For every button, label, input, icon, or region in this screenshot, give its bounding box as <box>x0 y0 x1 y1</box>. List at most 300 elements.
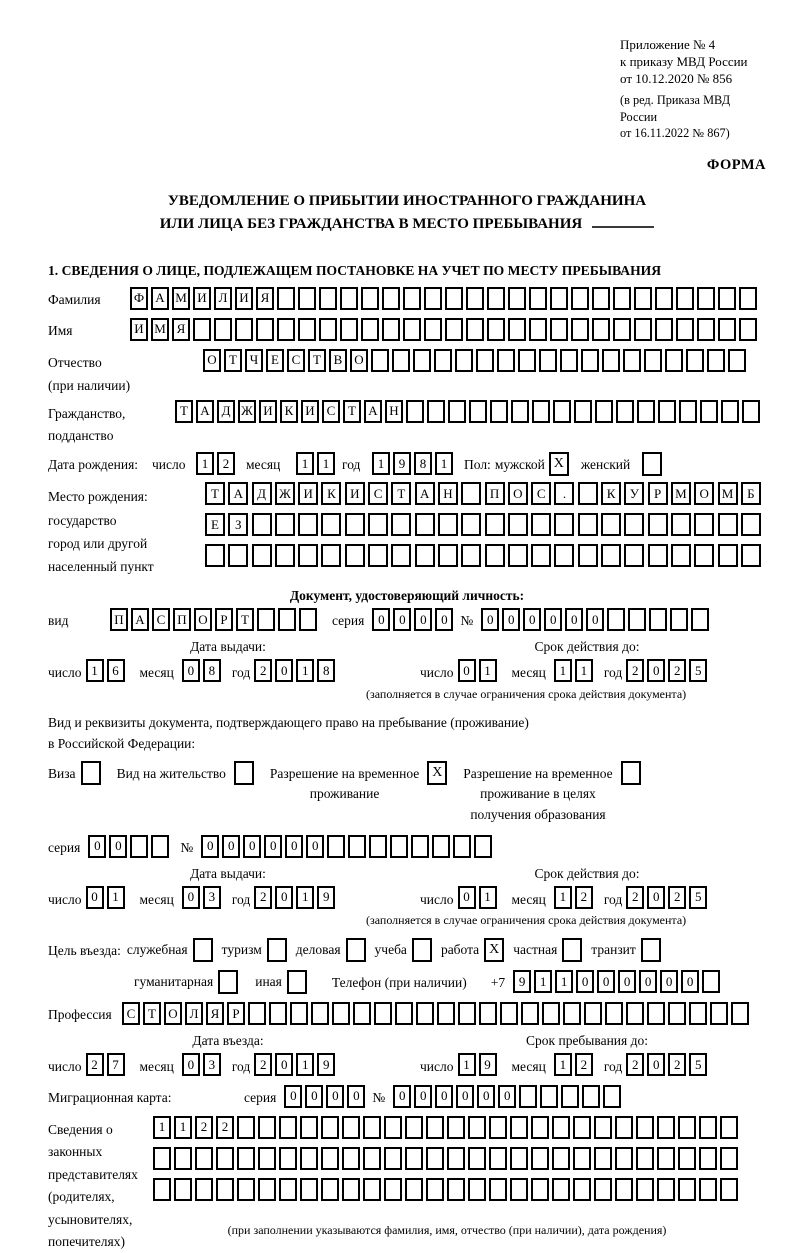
profession-cell[interactable]: Р <box>227 1002 245 1025</box>
patronymic-cell[interactable]: О <box>203 349 221 372</box>
profession-cell[interactable] <box>605 1002 623 1025</box>
representatives-line3-cell[interactable] <box>426 1178 444 1201</box>
citizenship-cell[interactable] <box>742 400 760 423</box>
surname-cell[interactable] <box>298 287 316 310</box>
identity-valid-year-cell[interactable]: 5 <box>689 659 707 682</box>
surname-cell[interactable]: А <box>151 287 169 310</box>
stay-day-cell[interactable]: 9 <box>479 1053 497 1076</box>
representatives-line1-cell[interactable] <box>342 1116 360 1139</box>
doc-number-cell[interactable] <box>628 608 646 631</box>
sex-female-checkbox[interactable] <box>642 452 662 476</box>
identity-issue-month-cell[interactable]: 8 <box>203 659 221 682</box>
patronymic-cell[interactable]: Е <box>266 349 284 372</box>
patronymic-cell[interactable]: О <box>350 349 368 372</box>
residence-number-cell[interactable]: 0 <box>222 835 240 858</box>
birth-place-line2-cell[interactable] <box>298 513 318 536</box>
representatives-line3-cell[interactable] <box>363 1178 381 1201</box>
purpose-humanitarian-checkbox[interactable] <box>218 970 238 994</box>
patronymic-cell[interactable] <box>665 349 683 372</box>
profession-cell[interactable] <box>500 1002 518 1025</box>
representatives-line1-cell[interactable] <box>594 1116 612 1139</box>
surname-cell[interactable]: М <box>172 287 190 310</box>
representatives-line3-cell[interactable] <box>573 1178 591 1201</box>
migration-number-cell[interactable]: 0 <box>498 1085 516 1108</box>
birth-place-line3-cell[interactable] <box>321 544 341 567</box>
stay-day-cell[interactable]: 1 <box>458 1053 476 1076</box>
representatives-line1-cell[interactable] <box>510 1116 528 1139</box>
patronymic-cell[interactable] <box>602 349 620 372</box>
profession-cell[interactable] <box>521 1002 539 1025</box>
citizenship-cell[interactable]: И <box>259 400 277 423</box>
doc-kind-cell[interactable] <box>257 608 275 631</box>
phone-cell[interactable] <box>702 970 720 993</box>
representatives-line3-cell[interactable] <box>531 1178 549 1201</box>
surname-cell[interactable] <box>613 287 631 310</box>
profession-cell[interactable]: Я <box>206 1002 224 1025</box>
representatives-line1-cell[interactable] <box>279 1116 297 1139</box>
given-name-cell[interactable] <box>550 318 568 341</box>
identity-valid-month-cell[interactable]: 1 <box>575 659 593 682</box>
representatives-line1-cell[interactable] <box>384 1116 402 1139</box>
phone-cell[interactable]: 0 <box>576 970 594 993</box>
representatives-line3-cell[interactable] <box>699 1178 717 1201</box>
entry-day-cell[interactable]: 7 <box>107 1053 125 1076</box>
representatives-line1-cell[interactable] <box>720 1116 738 1139</box>
birth-place-line3-cell[interactable] <box>438 544 458 567</box>
representatives-line3-cell[interactable] <box>153 1178 171 1201</box>
birth-place-line1-cell[interactable]: Н <box>438 482 458 505</box>
profession-cell[interactable] <box>479 1002 497 1025</box>
surname-cell[interactable]: Я <box>256 287 274 310</box>
surname-cell[interactable] <box>277 287 295 310</box>
migration-series-cell[interactable]: 0 <box>284 1085 302 1108</box>
surname-cell[interactable] <box>529 287 547 310</box>
birth-place-line1-cell[interactable]: М <box>718 482 738 505</box>
surname-cell[interactable] <box>424 287 442 310</box>
given-name-cell[interactable] <box>214 318 232 341</box>
representatives-line2-cell[interactable] <box>384 1147 402 1170</box>
purpose-tourism-checkbox[interactable] <box>267 938 287 962</box>
birth-place-line1-cell[interactable] <box>578 482 598 505</box>
representatives-line1-cell[interactable]: 1 <box>174 1116 192 1139</box>
profession-cell[interactable] <box>458 1002 476 1025</box>
migration-number-cell[interactable] <box>582 1085 600 1108</box>
residence-number-cell[interactable] <box>411 835 429 858</box>
migration-number-cell[interactable]: 0 <box>477 1085 495 1108</box>
birth-place-line2-cell[interactable] <box>252 513 272 536</box>
surname-cell[interactable] <box>340 287 358 310</box>
birth-place-line2-cell[interactable] <box>485 513 505 536</box>
birth-place-line2-cell[interactable] <box>648 513 668 536</box>
representatives-line3-cell[interactable] <box>405 1178 423 1201</box>
migration-series-cell[interactable]: 0 <box>347 1085 365 1108</box>
citizenship-cell[interactable]: Т <box>175 400 193 423</box>
patronymic-cell[interactable]: Т <box>308 349 326 372</box>
profession-cell[interactable] <box>584 1002 602 1025</box>
given-name-cell[interactable] <box>466 318 484 341</box>
representatives-line1-cell[interactable] <box>636 1116 654 1139</box>
profession-cell[interactable] <box>311 1002 329 1025</box>
representatives-line2-cell[interactable] <box>174 1147 192 1170</box>
doc-series-cell[interactable]: 0 <box>414 608 432 631</box>
birth-place-line2-cell[interactable] <box>321 513 341 536</box>
patronymic-cell[interactable] <box>413 349 431 372</box>
birth-place-line1-cell[interactable]: Б <box>741 482 761 505</box>
given-name-cell[interactable] <box>235 318 253 341</box>
citizenship-cell[interactable]: Т <box>343 400 361 423</box>
birth-place-line2-cell[interactable] <box>415 513 435 536</box>
birth-place-line3-cell[interactable] <box>531 544 551 567</box>
birth-place-line2-cell[interactable] <box>741 513 761 536</box>
representatives-line1-cell[interactable] <box>678 1116 696 1139</box>
given-name-cell[interactable] <box>697 318 715 341</box>
birth-place-line1-cell[interactable]: У <box>624 482 644 505</box>
phone-cell[interactable]: 1 <box>555 970 573 993</box>
profession-cell[interactable]: Т <box>143 1002 161 1025</box>
birth-place-line2-cell[interactable] <box>671 513 691 536</box>
residence-series-cell[interactable] <box>151 835 169 858</box>
birth-place-line3-cell[interactable] <box>298 544 318 567</box>
representatives-line1-cell[interactable]: 1 <box>153 1116 171 1139</box>
surname-cell[interactable] <box>550 287 568 310</box>
residence-valid-year-cell[interactable]: 2 <box>668 886 686 909</box>
identity-issue-year-cell[interactable]: 1 <box>296 659 314 682</box>
given-name-cell[interactable] <box>445 318 463 341</box>
doc-series-cell[interactable]: 0 <box>372 608 390 631</box>
birth-place-line2-cell[interactable] <box>391 513 411 536</box>
doc-series-cell[interactable]: 0 <box>435 608 453 631</box>
surname-cell[interactable] <box>508 287 526 310</box>
representatives-line2-cell[interactable] <box>363 1147 381 1170</box>
representatives-line3-cell[interactable] <box>384 1178 402 1201</box>
profession-cell[interactable] <box>248 1002 266 1025</box>
given-name-cell[interactable] <box>361 318 379 341</box>
citizenship-cell[interactable] <box>532 400 550 423</box>
representatives-line2-cell[interactable] <box>699 1147 717 1170</box>
residence-number-cell[interactable]: 0 <box>306 835 324 858</box>
citizenship-cell[interactable]: Ж <box>238 400 256 423</box>
representatives-line3-cell[interactable] <box>321 1178 339 1201</box>
migration-number-cell[interactable]: 0 <box>435 1085 453 1108</box>
purpose-business-checkbox[interactable] <box>346 938 366 962</box>
representatives-line1-cell[interactable] <box>552 1116 570 1139</box>
representatives-line2-cell[interactable] <box>531 1147 549 1170</box>
citizenship-cell[interactable] <box>637 400 655 423</box>
representatives-line3-cell[interactable] <box>195 1178 213 1201</box>
residence-series-cell[interactable]: 0 <box>109 835 127 858</box>
birth-place-line3-cell[interactable] <box>228 544 248 567</box>
citizenship-cell[interactable] <box>658 400 676 423</box>
phone-cell[interactable]: 0 <box>597 970 615 993</box>
representatives-line2-cell[interactable] <box>195 1147 213 1170</box>
phone-cell[interactable]: 1 <box>534 970 552 993</box>
representatives-line3-cell[interactable] <box>552 1178 570 1201</box>
citizenship-cell[interactable]: Д <box>217 400 235 423</box>
stay-month-cell[interactable]: 1 <box>554 1053 572 1076</box>
residence-number-cell[interactable]: 0 <box>264 835 282 858</box>
birth-place-line3-cell[interactable] <box>694 544 714 567</box>
surname-cell[interactable]: Л <box>214 287 232 310</box>
stay-year-cell[interactable]: 2 <box>668 1053 686 1076</box>
birth-year-cell[interactable]: 1 <box>372 452 390 475</box>
phone-cell[interactable]: 0 <box>618 970 636 993</box>
representatives-line1-cell[interactable] <box>699 1116 717 1139</box>
birth-place-line1-cell[interactable]: . <box>554 482 574 505</box>
phone-cell[interactable]: 0 <box>639 970 657 993</box>
birth-place-line3-cell[interactable] <box>368 544 388 567</box>
surname-cell[interactable] <box>487 287 505 310</box>
surname-cell[interactable] <box>319 287 337 310</box>
representatives-line2-cell[interactable] <box>552 1147 570 1170</box>
given-name-cell[interactable] <box>298 318 316 341</box>
citizenship-cell[interactable]: К <box>280 400 298 423</box>
patronymic-cell[interactable] <box>707 349 725 372</box>
birth-place-line2-cell[interactable] <box>508 513 528 536</box>
profession-cell[interactable] <box>710 1002 728 1025</box>
patronymic-cell[interactable] <box>497 349 515 372</box>
representatives-line3-cell[interactable] <box>300 1178 318 1201</box>
identity-valid-year-cell[interactable]: 2 <box>668 659 686 682</box>
residence-number-cell[interactable] <box>327 835 345 858</box>
sex-male-checkbox[interactable]: X <box>549 452 569 476</box>
phone-cell[interactable]: 9 <box>513 970 531 993</box>
residence-valid-month-cell[interactable]: 1 <box>554 886 572 909</box>
identity-issue-year-cell[interactable]: 2 <box>254 659 272 682</box>
citizenship-cell[interactable] <box>679 400 697 423</box>
surname-cell[interactable] <box>697 287 715 310</box>
residence-issue-year-cell[interactable]: 1 <box>296 886 314 909</box>
given-name-cell[interactable] <box>340 318 358 341</box>
migration-number-cell[interactable] <box>603 1085 621 1108</box>
representatives-line2-cell[interactable] <box>657 1147 675 1170</box>
profession-cell[interactable] <box>395 1002 413 1025</box>
profession-cell[interactable] <box>542 1002 560 1025</box>
doc-kind-cell[interactable]: С <box>152 608 170 631</box>
representatives-line3-cell[interactable] <box>468 1178 486 1201</box>
surname-cell[interactable]: Ф <box>130 287 148 310</box>
patronymic-cell[interactable] <box>728 349 746 372</box>
profession-cell[interactable] <box>689 1002 707 1025</box>
surname-cell[interactable] <box>592 287 610 310</box>
representatives-line1-cell[interactable] <box>657 1116 675 1139</box>
birth-place-line3-cell[interactable] <box>415 544 435 567</box>
given-name-cell[interactable] <box>676 318 694 341</box>
patronymic-cell[interactable]: Т <box>224 349 242 372</box>
representatives-line1-cell[interactable] <box>258 1116 276 1139</box>
profession-cell[interactable] <box>269 1002 287 1025</box>
representatives-line2-cell[interactable] <box>489 1147 507 1170</box>
purpose-official-checkbox[interactable] <box>193 938 213 962</box>
representatives-line3-cell[interactable] <box>720 1178 738 1201</box>
stay-year-cell[interactable]: 2 <box>626 1053 644 1076</box>
surname-cell[interactable] <box>655 287 673 310</box>
birth-place-line1-cell[interactable]: К <box>601 482 621 505</box>
profession-cell[interactable]: С <box>122 1002 140 1025</box>
residence-permit-checkbox[interactable] <box>234 761 254 785</box>
representatives-line2-cell[interactable] <box>300 1147 318 1170</box>
representatives-line2-cell[interactable] <box>426 1147 444 1170</box>
citizenship-cell[interactable]: И <box>301 400 319 423</box>
birth-place-line1-cell[interactable]: И <box>345 482 365 505</box>
representatives-line3-cell[interactable] <box>216 1178 234 1201</box>
profession-cell[interactable]: О <box>164 1002 182 1025</box>
representatives-line3-cell[interactable] <box>174 1178 192 1201</box>
residence-series-cell[interactable] <box>130 835 148 858</box>
representatives-line2-cell[interactable] <box>258 1147 276 1170</box>
identity-issue-year-cell[interactable]: 8 <box>317 659 335 682</box>
doc-number-cell[interactable]: 0 <box>502 608 520 631</box>
representatives-line1-cell[interactable] <box>405 1116 423 1139</box>
given-name-cell[interactable] <box>403 318 421 341</box>
representatives-line1-cell[interactable] <box>321 1116 339 1139</box>
birth-place-line1-cell[interactable]: Ж <box>275 482 295 505</box>
surname-cell[interactable] <box>571 287 589 310</box>
residence-issue-month-cell[interactable]: 0 <box>182 886 200 909</box>
birth-place-line1-cell[interactable]: А <box>415 482 435 505</box>
birth-place-line3-cell[interactable] <box>345 544 365 567</box>
given-name-cell[interactable] <box>424 318 442 341</box>
entry-year-cell[interactable]: 1 <box>296 1053 314 1076</box>
birth-place-line2-cell[interactable] <box>368 513 388 536</box>
representatives-line2-cell[interactable] <box>279 1147 297 1170</box>
birth-place-line2-cell[interactable] <box>578 513 598 536</box>
birth-place-line2-cell[interactable] <box>275 513 295 536</box>
patronymic-cell[interactable] <box>539 349 557 372</box>
birth-place-line3-cell[interactable] <box>601 544 621 567</box>
given-name-cell[interactable] <box>739 318 757 341</box>
birth-day-cell[interactable]: 2 <box>217 452 235 475</box>
residence-issue-year-cell[interactable]: 9 <box>317 886 335 909</box>
birth-place-line1-cell[interactable] <box>461 482 481 505</box>
given-name-cell[interactable] <box>487 318 505 341</box>
birth-place-line3-cell[interactable] <box>671 544 691 567</box>
citizenship-cell[interactable] <box>448 400 466 423</box>
birth-place-line1-cell[interactable]: С <box>368 482 388 505</box>
migration-number-cell[interactable]: 0 <box>456 1085 474 1108</box>
doc-kind-cell[interactable]: О <box>194 608 212 631</box>
surname-cell[interactable] <box>634 287 652 310</box>
temp-residence-education-checkbox[interactable] <box>621 761 641 785</box>
birth-place-line3-cell[interactable] <box>485 544 505 567</box>
surname-cell[interactable] <box>361 287 379 310</box>
birth-place-line1-cell[interactable]: А <box>228 482 248 505</box>
entry-year-cell[interactable]: 2 <box>254 1053 272 1076</box>
representatives-line1-cell[interactable] <box>237 1116 255 1139</box>
residence-number-cell[interactable] <box>474 835 492 858</box>
identity-valid-month-cell[interactable]: 1 <box>554 659 572 682</box>
representatives-line3-cell[interactable] <box>279 1178 297 1201</box>
doc-number-cell[interactable] <box>649 608 667 631</box>
citizenship-cell[interactable] <box>553 400 571 423</box>
surname-cell[interactable]: И <box>235 287 253 310</box>
doc-number-cell[interactable] <box>691 608 709 631</box>
birth-year-cell[interactable]: 9 <box>393 452 411 475</box>
doc-kind-cell[interactable]: А <box>131 608 149 631</box>
representatives-line2-cell[interactable] <box>468 1147 486 1170</box>
migration-number-cell[interactable] <box>540 1085 558 1108</box>
birth-place-line2-cell[interactable] <box>554 513 574 536</box>
representatives-line2-cell[interactable] <box>237 1147 255 1170</box>
residence-valid-year-cell[interactable]: 0 <box>647 886 665 909</box>
purpose-work-checkbox[interactable]: X <box>484 938 504 962</box>
given-name-cell[interactable] <box>571 318 589 341</box>
birth-place-line1-cell[interactable]: И <box>298 482 318 505</box>
birth-place-line1-cell[interactable]: Р <box>648 482 668 505</box>
representatives-line2-cell[interactable] <box>720 1147 738 1170</box>
residence-number-cell[interactable]: 0 <box>285 835 303 858</box>
birth-place-line3-cell[interactable] <box>648 544 668 567</box>
doc-number-cell[interactable]: 0 <box>586 608 604 631</box>
birth-place-line1-cell[interactable]: М <box>671 482 691 505</box>
birth-place-line1-cell[interactable]: П <box>485 482 505 505</box>
doc-kind-cell[interactable]: Т <box>236 608 254 631</box>
citizenship-cell[interactable] <box>721 400 739 423</box>
representatives-line1-cell[interactable] <box>573 1116 591 1139</box>
entry-day-cell[interactable]: 2 <box>86 1053 104 1076</box>
birth-year-cell[interactable]: 8 <box>414 452 432 475</box>
birth-place-line3-cell[interactable] <box>275 544 295 567</box>
identity-issue-month-cell[interactable]: 0 <box>182 659 200 682</box>
residence-issue-month-cell[interactable]: 3 <box>203 886 221 909</box>
patronymic-cell[interactable]: С <box>287 349 305 372</box>
patronymic-cell[interactable] <box>476 349 494 372</box>
surname-cell[interactable]: И <box>193 287 211 310</box>
identity-valid-day-cell[interactable]: 0 <box>458 659 476 682</box>
birth-month-cell[interactable]: 1 <box>296 452 314 475</box>
citizenship-cell[interactable]: С <box>322 400 340 423</box>
birth-place-line3-cell[interactable] <box>461 544 481 567</box>
given-name-cell[interactable] <box>718 318 736 341</box>
doc-number-cell[interactable] <box>607 608 625 631</box>
identity-issue-day-cell[interactable]: 6 <box>107 659 125 682</box>
representatives-line3-cell[interactable] <box>678 1178 696 1201</box>
doc-series-cell[interactable]: 0 <box>393 608 411 631</box>
citizenship-cell[interactable]: Н <box>385 400 403 423</box>
identity-issue-year-cell[interactable]: 0 <box>275 659 293 682</box>
birth-place-line1-cell[interactable]: Д <box>252 482 272 505</box>
patronymic-cell[interactable] <box>371 349 389 372</box>
patronymic-cell[interactable] <box>434 349 452 372</box>
entry-month-cell[interactable]: 0 <box>182 1053 200 1076</box>
representatives-line2-cell[interactable] <box>342 1147 360 1170</box>
citizenship-cell[interactable] <box>595 400 613 423</box>
entry-year-cell[interactable]: 0 <box>275 1053 293 1076</box>
representatives-line2-cell[interactable] <box>216 1147 234 1170</box>
residence-valid-year-cell[interactable]: 5 <box>689 886 707 909</box>
given-name-cell[interactable] <box>613 318 631 341</box>
identity-valid-year-cell[interactable]: 2 <box>626 659 644 682</box>
representatives-line3-cell[interactable] <box>447 1178 465 1201</box>
birth-place-line2-cell[interactable] <box>461 513 481 536</box>
citizenship-cell[interactable] <box>490 400 508 423</box>
birth-place-line2-cell[interactable] <box>345 513 365 536</box>
residence-number-cell[interactable] <box>369 835 387 858</box>
given-name-cell[interactable]: И <box>130 318 148 341</box>
phone-cell[interactable]: 0 <box>681 970 699 993</box>
birth-place-line2-cell[interactable] <box>694 513 714 536</box>
stay-year-cell[interactable]: 5 <box>689 1053 707 1076</box>
doc-kind-cell[interactable]: П <box>173 608 191 631</box>
representatives-line3-cell[interactable] <box>237 1178 255 1201</box>
residence-number-cell[interactable] <box>390 835 408 858</box>
residence-number-cell[interactable] <box>348 835 366 858</box>
profession-cell[interactable] <box>332 1002 350 1025</box>
surname-cell[interactable] <box>676 287 694 310</box>
representatives-line2-cell[interactable] <box>447 1147 465 1170</box>
patronymic-cell[interactable] <box>581 349 599 372</box>
purpose-study-checkbox[interactable] <box>412 938 432 962</box>
given-name-cell[interactable] <box>319 318 337 341</box>
